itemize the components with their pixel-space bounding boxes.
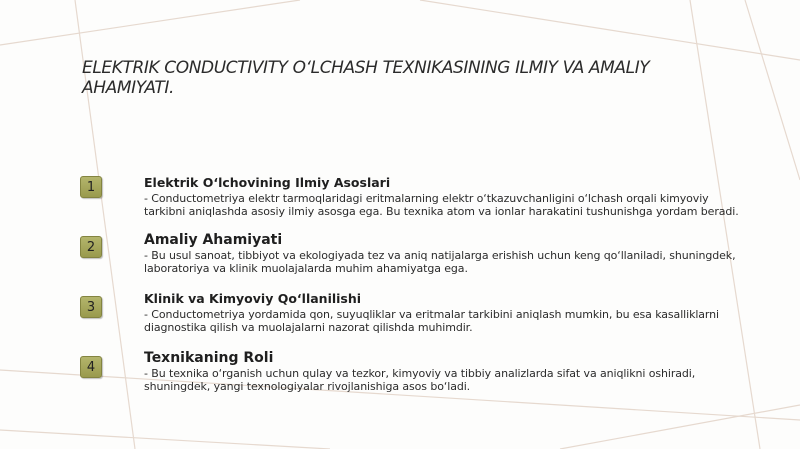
item-body-3: - Conductometriya yordamida qon, suyuqliklar va eritmalar tarkibini aniqlash mumkin, bu esa kasalliklarni diagnostika qilish va muolajalarni nazorat qilishda muhimdir. (144, 308, 719, 334)
number-badge-1: 1 (80, 176, 102, 198)
item-text-3 (144, 292, 744, 334)
item-text-4 (144, 350, 744, 393)
number-badge-3: 3 (80, 296, 102, 318)
item-body-2: - Bu usul sanoat, tibbiyot va ekologiyada tez va aniq natijalarga erishish uchun keng qo‘llaniladi, shuningdek, laboratoriya va klinik muolajalarda muhim ahamiyatga ega. (144, 249, 736, 275)
item-text-1 (144, 176, 744, 218)
slide-title: ELEKTRIK CONDUCTIVITY O‘LCHASH TEXNIKASINING ILMIY VA AMALIY AHAMIYATI. (82, 58, 650, 98)
item-heading-4: Texnikaning Roli (144, 350, 274, 366)
item-heading-3: Klinik va Kimyoviy Qo‘llanilishi (144, 291, 362, 306)
item-heading-1: Elektrik O‘lchovining Ilmiy Asoslari (144, 175, 391, 190)
item-body-1: - Conductometriya elektr tarmoqlaridagi eritmalarning elektr o‘tkazuvchanligini o‘lchash orqali kimyoviy tarkibni aniqlashda asosiy ilmiy asosga ega. Bu texnika atom va ionlar harakatini tushunishga yordam beradi. (144, 192, 739, 218)
item-text-2 (144, 232, 744, 275)
item-body-4: - Bu texnika o‘rganish uchun qulay va tezkor, kimyoviy va tibbiy analizlarda sifat va aniqlikni oshiradi, shuningdek, yangi texnologiyalar rivojlanishiga asos bo‘ladi. (144, 367, 696, 393)
number-badge-4: 4 (80, 356, 102, 378)
item-heading-2: Amaliy Ahamiyati (144, 232, 283, 248)
number-badge-2: 2 (80, 236, 102, 258)
